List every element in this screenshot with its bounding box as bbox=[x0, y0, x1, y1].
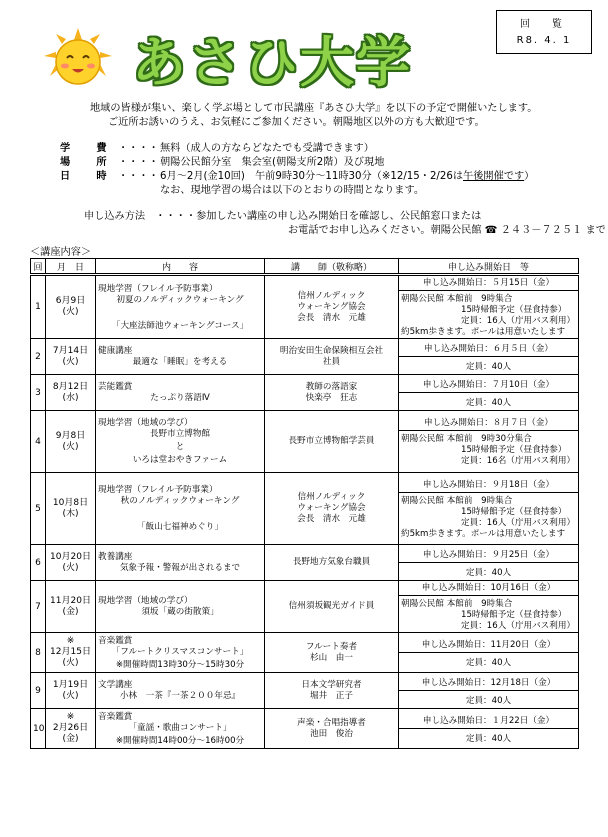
session-number: 10 bbox=[31, 709, 46, 749]
session-number: 4 bbox=[31, 411, 46, 473]
instructor-line: 会長 清水 元雄 bbox=[297, 514, 366, 524]
application-start-date: 申し込み開始日：９月25日（金） bbox=[422, 549, 555, 560]
session-number: 1 bbox=[31, 275, 46, 339]
content-line: たっぷり落語Ⅳ bbox=[150, 393, 210, 403]
session-content bbox=[96, 581, 265, 633]
application-info bbox=[399, 411, 579, 473]
apply-label: 申し込み方法 ・・・・ bbox=[84, 211, 197, 222]
application-detail: 定員：16人（庁用バス利用） bbox=[461, 517, 576, 528]
instructor bbox=[265, 633, 399, 673]
session-content bbox=[96, 275, 265, 339]
instructor-line: 明治安田生命保険相互会社 bbox=[279, 345, 384, 356]
application-info bbox=[399, 709, 579, 749]
content-line: 長野市立博物館 bbox=[149, 429, 211, 439]
stamp-date: R8. 4. 1 bbox=[516, 35, 572, 46]
instructor-line: 信州須坂観光ガイド員 bbox=[288, 601, 375, 611]
content-line: 小林 一茶『一茶２００年忌』 bbox=[119, 691, 241, 701]
application-info bbox=[399, 581, 579, 633]
stamp-label: 回 覧 bbox=[520, 19, 568, 30]
afternoon-mark: ※ bbox=[66, 712, 75, 722]
capacity: 定員：40人 bbox=[465, 733, 512, 744]
date-text: 12月15日 bbox=[50, 647, 91, 657]
content-line: 気象予報・警報が出されるまで bbox=[119, 563, 241, 573]
divider bbox=[399, 652, 578, 653]
application-start-date: 申し込み開始日：10月16日（金） bbox=[421, 583, 556, 593]
session-content bbox=[96, 673, 265, 709]
instructor-line: 杉山 由一 bbox=[310, 652, 353, 663]
instructor bbox=[265, 673, 399, 709]
date-text: 10月20日 bbox=[50, 551, 91, 562]
date-text: 1月19日 bbox=[52, 679, 89, 690]
instructor-line: 教師の落語家 bbox=[305, 381, 358, 392]
instructor-line: ウォーキング協会 bbox=[297, 503, 366, 513]
content-line: 「童謡・歌曲コンサート」 bbox=[128, 722, 232, 733]
weekday-text: (火) bbox=[62, 356, 79, 367]
sun-icon bbox=[40, 28, 116, 88]
time-value: 6月～2月(金10回) 午前9時30分～11時30分（※12/15・2/26は午後開催です） bbox=[160, 171, 535, 182]
divider bbox=[399, 492, 578, 493]
application-info bbox=[399, 275, 579, 339]
instructor-line: 堀井 正子 bbox=[310, 690, 353, 701]
header-instructor: 講 師（敬称略） bbox=[265, 259, 399, 275]
table-row bbox=[31, 275, 579, 339]
application-detail: 朝陽公民館 本館前 9時集合 bbox=[401, 599, 513, 609]
application-start-date: 申し込み開始日：８月７日（金） bbox=[424, 418, 553, 428]
session-number: 5 bbox=[31, 473, 46, 545]
application-detail: 15時帰館予定（昼食持参） bbox=[461, 445, 567, 455]
session-date bbox=[46, 673, 96, 709]
session-content bbox=[96, 545, 265, 581]
place-label: 場 所 bbox=[60, 157, 115, 168]
session-content bbox=[96, 375, 265, 411]
weekday-text: (火) bbox=[62, 690, 79, 701]
category-tag: 現地学習（地域の学び） bbox=[98, 418, 193, 428]
session-date bbox=[46, 375, 96, 411]
table-row bbox=[31, 673, 579, 709]
category-tag: 音楽鑑賞 bbox=[98, 711, 133, 722]
instructor-line: 快楽亭 狂志 bbox=[305, 392, 358, 403]
divider bbox=[399, 290, 578, 291]
content-line: 「大座法師池ウォーキングコース」 bbox=[111, 320, 249, 331]
instructor bbox=[265, 709, 399, 749]
category-tag: 教養講座 bbox=[98, 552, 133, 562]
content-line: と bbox=[175, 442, 185, 452]
instructor bbox=[265, 473, 399, 545]
content-line: 最適な「睡眠」を考える bbox=[132, 357, 228, 367]
session-number: 3 bbox=[31, 375, 46, 411]
application-start-date: 申し込み開始日：７月10日（金） bbox=[422, 379, 555, 390]
application-start-date: 申し込み開始日：１月22日（金） bbox=[422, 715, 555, 726]
instructor-line: ウォーキング協会 bbox=[297, 301, 366, 312]
table-row bbox=[31, 545, 579, 581]
application-start-date: 申し込み開始日：11月20日（金） bbox=[421, 639, 556, 650]
application-detail: 約5km歩きます。ポールは用意いたします bbox=[401, 327, 566, 337]
divider bbox=[399, 430, 578, 431]
instructor bbox=[265, 339, 399, 375]
fee-value: 無料（成人の方ならどなたでも受講できます） bbox=[160, 143, 374, 154]
session-date bbox=[46, 545, 96, 581]
application-detail: 朝陽公民館 本館前 9時集合 bbox=[401, 495, 513, 506]
weekday-text: (水) bbox=[62, 392, 79, 403]
session-number: 8 bbox=[31, 633, 46, 673]
afternoon-mark: ※ bbox=[66, 636, 75, 646]
instructor-line: 池田 俊治 bbox=[310, 728, 353, 739]
circulation-stamp bbox=[496, 10, 592, 54]
divider bbox=[399, 562, 578, 563]
application-start-date: 申し込み開始日：５月15日（金） bbox=[422, 278, 555, 288]
capacity: 定員：40人 bbox=[465, 361, 512, 372]
instructor-line: 声楽・合唱指導者 bbox=[297, 717, 366, 728]
session-content bbox=[96, 339, 265, 375]
weekday-text: (火) bbox=[62, 658, 79, 668]
session-date bbox=[46, 581, 96, 633]
instructor bbox=[265, 275, 399, 339]
category-tag: 音楽鑑賞 bbox=[98, 635, 133, 646]
content-line bbox=[98, 508, 262, 521]
divider bbox=[399, 690, 578, 691]
weekday-text: (火) bbox=[62, 562, 79, 573]
application-info bbox=[399, 375, 579, 411]
session-number: 7 bbox=[31, 581, 46, 633]
application-method: 申し込み方法 ・・・・参加したい講座の申し込み開始日を確認し、公民館窓口または お電話でお申し込みください。朝陽公民館 ☎ ２４３－７２５１ まで bbox=[84, 211, 606, 236]
instructor-line: 長野市立博物館学芸員 bbox=[288, 436, 375, 446]
application-detail: 定員：16人（庁用バス利用） bbox=[461, 316, 576, 326]
category-tag: 文学講座 bbox=[98, 680, 133, 690]
application-detail: 定員：16名（庁用バス利用） bbox=[461, 456, 576, 466]
application-detail: 約5km歩きます。ポールは用意いたします bbox=[401, 528, 566, 539]
date-text: 9月8日 bbox=[55, 430, 86, 441]
session-date bbox=[46, 411, 96, 473]
session-number: 2 bbox=[31, 339, 46, 375]
table-row bbox=[31, 709, 579, 749]
header-apply: 申し込み開始日 等 bbox=[399, 259, 579, 275]
application-info bbox=[399, 633, 579, 673]
application-start-date: 申し込み開始日：12月18日（金） bbox=[421, 677, 556, 688]
weekday-text: (金) bbox=[62, 606, 79, 617]
session-content bbox=[96, 709, 265, 749]
table-row bbox=[31, 473, 579, 545]
category-tag: 現地学習（地域の学び） bbox=[98, 596, 193, 606]
fee-label: 学 費 bbox=[60, 143, 115, 154]
content-line: 「フルートクリスマスコンサート」 bbox=[111, 646, 249, 657]
session-content bbox=[96, 411, 265, 473]
page-title: あさひ大学 bbox=[132, 31, 412, 94]
application-detail: 朝陽公民館 本館前 9時30分集合 bbox=[401, 434, 532, 444]
session-date bbox=[46, 275, 96, 339]
capacity: 定員：40人 bbox=[465, 695, 512, 706]
instructor bbox=[265, 375, 399, 411]
session-date bbox=[46, 709, 96, 749]
divider bbox=[399, 595, 578, 596]
content-line bbox=[98, 307, 262, 320]
header-no: 回 bbox=[31, 259, 46, 275]
table-row bbox=[31, 339, 579, 375]
intro-line: 地域の皆様が集い、楽しく学ぶ場として市民講座『あさひ大学』を以下の予定で開催いたします。 bbox=[90, 103, 538, 114]
session-date bbox=[46, 633, 96, 673]
application-detail: 朝陽公民館 本館前 9時集合 bbox=[401, 294, 513, 304]
content-line: 須坂「蔵の街散策」 bbox=[141, 607, 219, 617]
session-date bbox=[46, 339, 96, 375]
application-info bbox=[399, 339, 579, 375]
time-label: 日 時 bbox=[60, 171, 115, 182]
instructor bbox=[265, 411, 399, 473]
instructor-line: 信州ノルディック bbox=[297, 290, 366, 301]
capacity: 定員：40人 bbox=[465, 397, 512, 408]
application-start-date: 申し込み開始日：９月18日（金） bbox=[422, 479, 555, 490]
content-line: いろは堂おやきファーム bbox=[132, 455, 228, 465]
course-schedule-table bbox=[30, 258, 579, 749]
instructor-line: 会長 清水 元雄 bbox=[297, 312, 366, 323]
table-row bbox=[31, 375, 579, 411]
instructor bbox=[265, 545, 399, 581]
category-tag: 健康講座 bbox=[98, 346, 133, 356]
header-content: 内 容 bbox=[96, 259, 265, 275]
weekday-text: (火) bbox=[62, 307, 79, 317]
apply-phone: お電話でお申し込みください。朝陽公民館 ☎ ２４３－７２５１ まで bbox=[288, 225, 606, 236]
application-detail: 15時帰館予定（昼食持参） bbox=[461, 610, 567, 620]
application-detail: 定員：16人（庁用バス利用） bbox=[461, 621, 576, 631]
table-row bbox=[31, 411, 579, 473]
application-detail: 15時帰館予定（昼食持参） bbox=[461, 506, 567, 517]
date-text: 11月20日 bbox=[50, 595, 91, 606]
weekday-text: (木) bbox=[62, 508, 79, 519]
time-note: なお、現地学習の場合は以下のとおりの時間となります。 bbox=[160, 185, 425, 196]
instructor-line: フルート奏者 bbox=[305, 641, 358, 652]
content-line: 秋のノルディックウォーキング bbox=[120, 496, 240, 506]
instructor-line: 信州ノルディック bbox=[297, 492, 366, 502]
content-line: ※開催時間14時00分～16時00分 bbox=[115, 735, 245, 746]
application-info bbox=[399, 545, 579, 581]
application-start-date: 申し込み開始日：６月５日（金） bbox=[424, 343, 553, 354]
intro-line: ご近所お誘いのうえ、お気軽にご参加ください。朝陽地区以外の方も大歓迎です。 bbox=[108, 117, 485, 128]
application-detail: 15時帰館予定（昼食持参） bbox=[461, 305, 567, 315]
instructor-line: 長野地方気象台職員 bbox=[292, 557, 371, 567]
category-tag: 現地学習（フレイル予防事業） bbox=[98, 485, 218, 495]
capacity: 定員：40人 bbox=[465, 657, 512, 668]
date-text: 2月26日 bbox=[52, 723, 89, 733]
session-content bbox=[96, 473, 265, 545]
session-number: 9 bbox=[31, 673, 46, 709]
date-text: 6月9日 bbox=[55, 296, 86, 306]
session-content bbox=[96, 633, 265, 673]
table-row bbox=[31, 633, 579, 673]
date-text: 8月12日 bbox=[52, 381, 89, 392]
content-line: 初夏のノルディックウォーキング bbox=[116, 294, 244, 305]
session-date bbox=[46, 473, 96, 545]
divider bbox=[399, 392, 578, 393]
category-tag: 現地学習（フレイル予防事業） bbox=[98, 283, 218, 294]
content-line: ※開催時間13時30分～15時30分 bbox=[115, 659, 245, 670]
content-line: 「飯山七福神めぐり」 bbox=[137, 522, 223, 532]
course-info: 学 費 ・・・・ 無料（成人の方ならどなたでも受講できます） 場 所 ・・・・ 朝陽公民館分室 集会室(朝陽支所2階）及び現地 日 時 ・・・・ 6月～2月(金10回) 午前9時30分～11時30分（※12/15・2/26は午後開催です） なお、現地学習の場合は以下のとおりの時間となります。 bbox=[60, 142, 600, 198]
section-heading: ＜講座内容＞ bbox=[30, 247, 92, 258]
instructor-line: 日本文学研究者 bbox=[301, 679, 362, 690]
divider bbox=[399, 728, 578, 729]
place-value: 朝陽公民館分室 集会室(朝陽支所2階）及び現地 bbox=[160, 157, 385, 168]
header-date: 月 日 bbox=[46, 259, 96, 275]
instructor bbox=[265, 581, 399, 633]
date-text: 7月14日 bbox=[52, 345, 89, 356]
table-row bbox=[31, 581, 579, 633]
divider bbox=[399, 356, 578, 357]
session-number: 6 bbox=[31, 545, 46, 581]
intro-text bbox=[90, 102, 590, 130]
category-tag: 芸能鑑賞 bbox=[98, 382, 133, 392]
capacity: 定員：40人 bbox=[465, 567, 512, 578]
application-info bbox=[399, 673, 579, 709]
instructor-line: 社員 bbox=[322, 356, 341, 367]
date-text: 10月8日 bbox=[52, 497, 89, 508]
weekday-text: (火) bbox=[62, 441, 79, 452]
application-info bbox=[399, 473, 579, 545]
weekday-text: (金) bbox=[62, 734, 79, 744]
